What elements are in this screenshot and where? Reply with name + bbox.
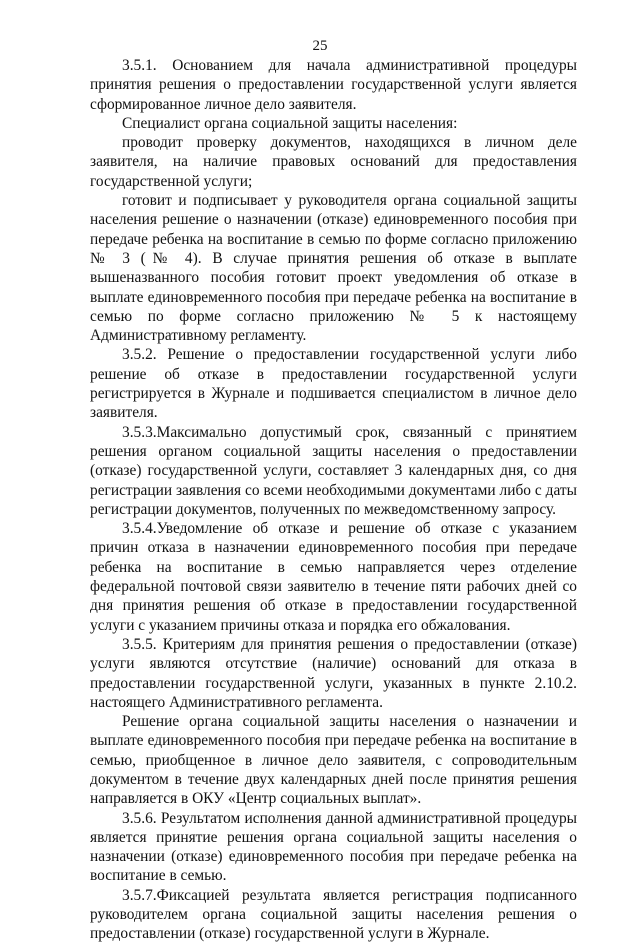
paragraph-3-5-3: 3.5.3.Максимально допустимый срок, связанный с принятием решения органом социальной защиты населения о предоставлении (отказе) государственной услуги, составляет 3 календарных дня, со дня регистрации заявления со всеми необходимыми документами либо с даты регистрации документов, полученных по межведомственному запросу. <box>90 423 577 518</box>
paragraph-3-5-6: 3.5.6. Результатом исполнения данной административной процедуры является принятие решения органа социальной защиты населения о назначении (отказе) единовременного пособия при передаче ребенка на воспитание в семью. <box>90 809 577 885</box>
paragraph-decision-transfer: Решение органа социальной защиты населения о назначении и выплате единовременного пособия при передаче ребенка на воспитание в семью, приобщенное в личное дело заявителя, с сопроводительным документом в течение двух календарных дней после принятия решения направляется в ОКУ «Центр социальных выплат». <box>90 713 577 808</box>
paragraph-specialist-intro: Специалист органа социальной защиты населения: <box>122 114 458 132</box>
paragraph-decision-preparation: готовит и подписывает у руководителя органа социальной защиты населения решение о назначении (отказе) единовременного пособия при передаче ребенка на воспитание в семью по форме согласно приложению № 3 (№ 4). В случае принятия решения об отказе в выплате вышеназванного пособия готовит проект уведомления об отказе в выплате единовременного пособия при передаче ребенка на воспитание в семью по форме согласно приложению № 5 к настоящему Административному регламенту. <box>90 192 577 345</box>
paragraph-3-5-7: 3.5.7.Фиксацией результата является регистрация подписанного руководителем органа социальной защиты населения решения о предоставлении (отказе) государственной услуги в Журнале. <box>90 886 577 943</box>
document-body <box>90 56 577 944</box>
page-number: 25 <box>312 38 328 54</box>
paragraph-3-5-1: 3.5.1. Основанием для начала административной процедуры принятия решения о предоставлении государственной услуги является сформированное личное дело заявителя. <box>90 57 577 113</box>
paragraph-document-check: проводит проверку документов, находящихся в личном деле заявителя, на наличие правовых оснований для предоставления государственной услуги; <box>90 134 577 190</box>
paragraph-3-5-2: 3.5.2. Решение о предоставлении государственной услуги либо решение об отказе в предоставлении государственной услуги регистрируется в Журнале и подшивается специалистом в личное дело заявителя. <box>90 346 577 422</box>
paragraph-3-5-4: 3.5.4.Уведомление об отказе и решение об отказе с указанием причин отказа в назначении единовременного пособия при передаче ребенка на воспитание в семью направляется через отделение федеральной почтовой связи заявителю в течение пяти рабочих дней со дня принятия решения об отказе в предоставлении государственной услуги с указанием причины отказа и порядка его обжалования. <box>90 520 577 634</box>
paragraph-3-5-5: 3.5.5. Критериям для принятия решения о предоставлении (отказе) услуги являются отсутствие (наличие) оснований для отказа в предоставлении государственной услуги, указанных в пункте 2.10.2. настоящего Административного регламента. <box>90 635 577 711</box>
